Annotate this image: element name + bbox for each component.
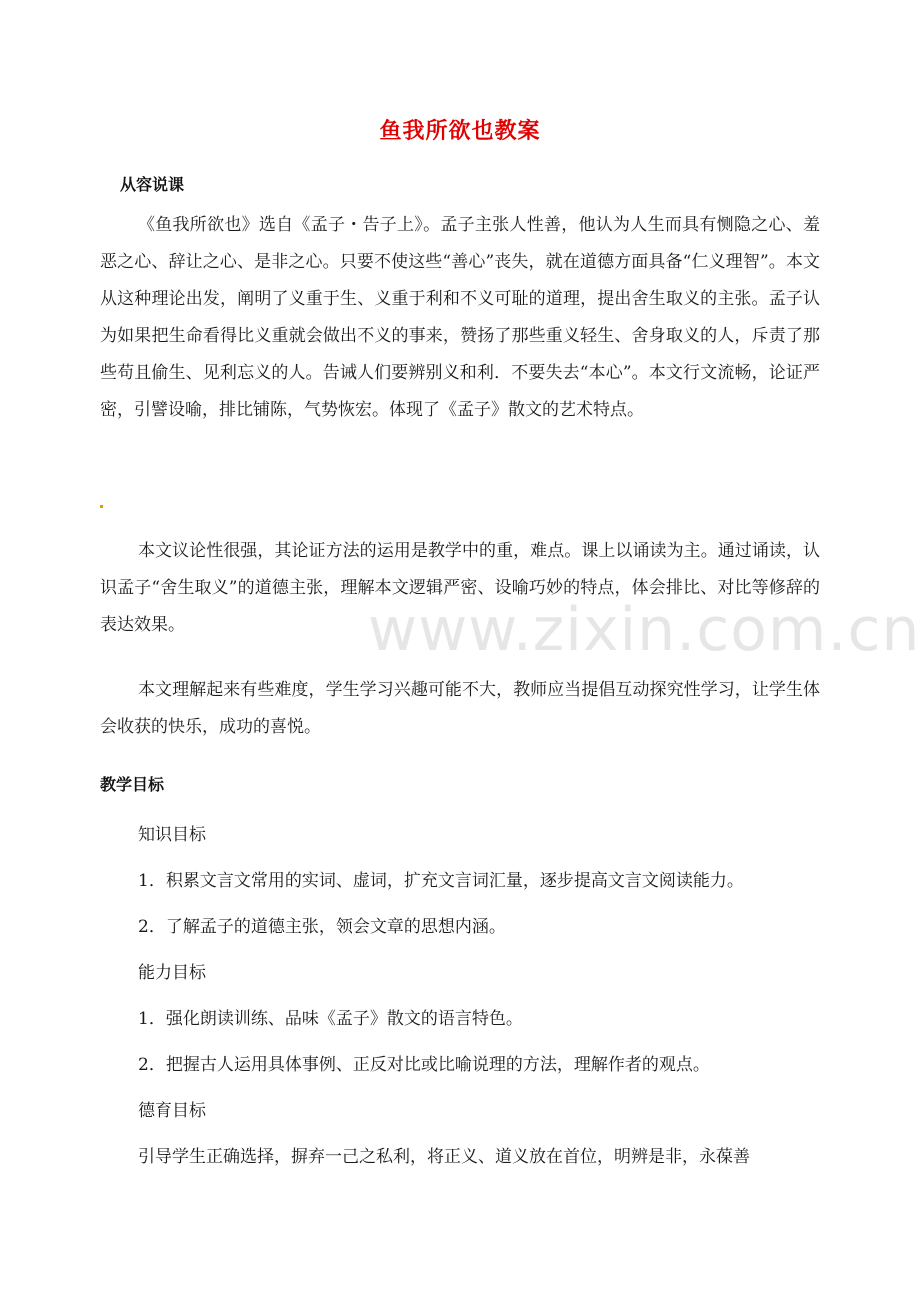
intro-paragraph-2: 本文议论性很强，其论证方法的运用是教学中的重，难点。课上以诵读为主。通过诵读，认识孟子“舍生取义”的道德主张，理解本文逻辑严密、设喻巧妙的特点，体会排比、对比等修辞的表达效果。 xyxy=(100,541,820,635)
ability-goal-label: 能力目标 xyxy=(138,963,206,983)
moral-goal-text: 引导学生正确选择，摒弃一己之私利，将正义、道义放在首位，明辨是非，永葆善 xyxy=(138,1147,750,1167)
intro-paragraph-3: 本文理解起来有些难度，学生学习兴趣可能不大，教师应当提倡互动探究性学习，让学生体会收获的快乐，成功的喜悦。 xyxy=(100,680,820,737)
ability-goal-item-2: 2．把握古人运用具体事例、正反对比或比喻说理的方法，理解作者的观点。 xyxy=(138,1055,710,1075)
moral-goal-label: 德育目标 xyxy=(138,1101,206,1121)
watermark: www.zixin.com.cn xyxy=(368,595,920,665)
ability-goal-item-1: 1．强化朗读训练、品味《孟子》散文的语言特色。 xyxy=(138,1009,523,1029)
section-heading-goals: 教学目标 xyxy=(100,775,165,794)
paragraph-marker xyxy=(100,505,103,508)
knowledge-goal-item-1: 1．积累文言文常用的实词、虚词，扩充文言词汇量，逐步提高文言文阅读能力。 xyxy=(138,871,744,891)
document-title: 鱼我所欲也教案 xyxy=(379,119,541,144)
knowledge-goal-item-2: 2．了解孟子的道德主张，领会文章的思想内涵。 xyxy=(138,917,506,937)
section-heading-intro: 从容说课 xyxy=(120,175,185,194)
intro-paragraph-1: 《鱼我所欲也》选自《孟子・告子上》。孟子主张人性善，他认为人生而具有恻隐之心、羞恶之心、辞让之心、是非之心。只要不使这些“善心”丧失，就在道德方面具备“仁义理智”。本文从这种理论出发，阐明了义重于生、义重于利和不义可耻的道理，提出舍生取义的主张。孟子认为如果把生命看得比义重就会做出不义的事来，赞扬了那些重义轻生、舍身取义的人，斥责了那些苟且偷生、见利忘义的人。告诫人们要辨别义和利．不要失去“本心”。本文行文流畅，论证严密，引譬设喻，排比铺陈，气势恢宏。体现了《孟子》散文的艺术特点。 xyxy=(100,215,820,420)
knowledge-goal-label: 知识目标 xyxy=(138,825,206,845)
